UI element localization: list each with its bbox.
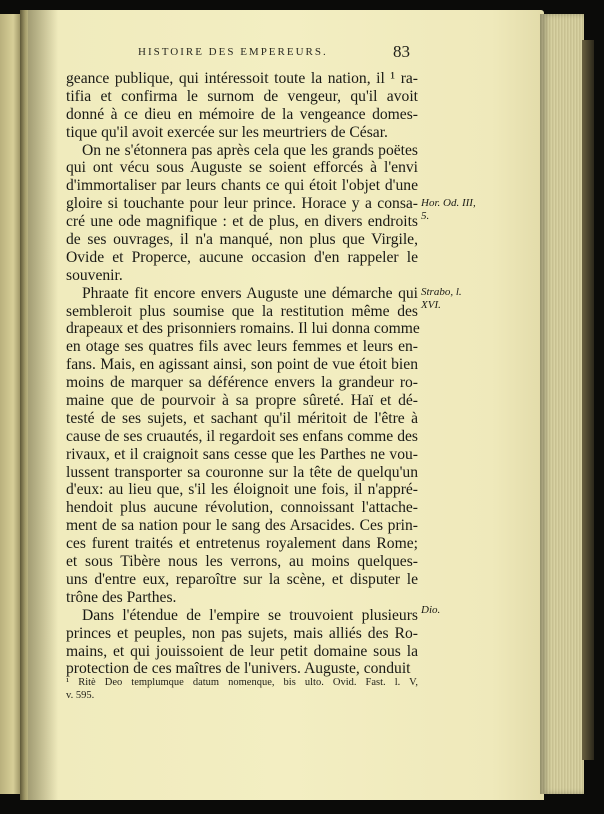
margin-note-horace	[421, 197, 476, 223]
text-line: et sous Tibère nous les verrons, au moins quelques-	[66, 553, 418, 571]
footnote	[66, 676, 418, 702]
text-line: mains, et qui jouissoient de leur petit domaine sous la	[66, 642, 418, 660]
margin-note-line: XVI.	[421, 299, 441, 311]
text-line: Phraate fit encore envers Auguste une démarche qui	[82, 284, 418, 302]
margin-note-dio	[421, 604, 440, 617]
text-line: fans. Mais, en agissant ainsi, son point de vue étoit bien	[66, 356, 418, 374]
text-line: lussent transporter sa couronne sur la tête de quelqu'un	[66, 463, 418, 481]
text-line: drapeaux et des prisonniers romains. Il lui donna comme	[66, 320, 420, 338]
text-line: gloire si touchante pour leur prince. Horace y a consa-	[66, 195, 418, 213]
margin-note-line: 5.	[421, 210, 430, 222]
text-line: testé de ses sujets, et sachant qu'il méritoit de l'être à	[66, 409, 418, 427]
text-line: hendoit plus aucune révolution, connoissant l'attache-	[66, 499, 418, 517]
book-cover-edge	[582, 40, 594, 760]
footnote-line: ¹ Ritè Deo templumque datum nomenque, bis ulto. Ovid. Fast. l. V,	[66, 677, 418, 688]
text-line: Dans l'étendue de l'empire se trouvoient plusieurs	[82, 606, 418, 624]
margin-note-strabo	[421, 286, 462, 312]
text-line: souvenir.	[66, 266, 123, 284]
margin-note-line: Strabo, l.	[421, 286, 462, 298]
gutter-shadow	[28, 10, 58, 800]
text-line: en otage ses quatres fils avec leurs femmes et leurs en-	[66, 338, 418, 356]
text-line: donné à ce dieu en mémoire de la vengeance domes-	[66, 105, 418, 123]
text-line: On ne s'étonnera pas après cela que les grands poëtes	[82, 141, 418, 159]
left-page-edge	[0, 14, 22, 794]
text-line: d'immortaliser par leurs chants ce qui étoit l'objet d'une	[66, 177, 418, 195]
text-line: Ovide et Properce, aucune occasion d'en rappeler le	[66, 248, 418, 266]
text-line: rivaux, et il craignoit sans cesse que les Parthes ne vou-	[66, 445, 418, 463]
text-line: de ses ouvrages, il n'a manqué, non plus que Virgile,	[66, 231, 418, 249]
text-line: princes et peuples, non pas sujets, mais alliés des Ro-	[66, 624, 418, 642]
text-line: tifia et confirma le surnom de vengeur, qu'il avoit	[66, 87, 418, 105]
text-line: d'eux: au lieu que, s'il les éloignoit une fois, il n'appré-	[66, 481, 418, 499]
text-line: qui ont vécu sous Auguste se soient efforcés à l'envi	[66, 159, 418, 177]
text-line: sembleroit plus soumise que la restitution même des	[66, 302, 418, 320]
text-line: tique qu'il avoit exercée sur les meurtriers de César.	[66, 123, 388, 141]
footnote-line: v. 595.	[66, 690, 95, 701]
text-line: geance publique, qui intéressoit toute la nation, il ¹ ra-	[66, 70, 418, 87]
page-edges	[540, 14, 584, 794]
text-line: cré une ode magnifique : et de plus, en divers endroits	[66, 213, 418, 231]
running-title: HISTOIRE DES EMPEREURS.	[138, 46, 328, 58]
text-line: protection de ces maîtres de l'univers. Auguste, conduit	[66, 660, 411, 678]
margin-note-line: Hor. Od. III,	[421, 197, 476, 209]
body-text	[66, 70, 418, 678]
text-line: moins de marquer sa déférence envers la grandeur ro-	[66, 374, 418, 392]
margin-note-line: Dio.	[421, 604, 441, 616]
text-line: uns d'entre eux, reparoître sur la scène, et disputer le	[66, 570, 418, 588]
text-line: ment de sa nation pour le sang des Arsacides. Ces prin-	[66, 517, 418, 535]
text-line: maine que de pourvoir à sa propre sûreté. Haï et dé-	[66, 392, 418, 410]
text-line: cause de ses cruautés, il regardoit ses enfans comme des	[66, 427, 418, 445]
text-line: ces furent traités et entretenus royalement dans Rome;	[66, 535, 418, 553]
page-number: 83	[393, 42, 410, 61]
text-line: trône des Parthes.	[66, 588, 177, 606]
